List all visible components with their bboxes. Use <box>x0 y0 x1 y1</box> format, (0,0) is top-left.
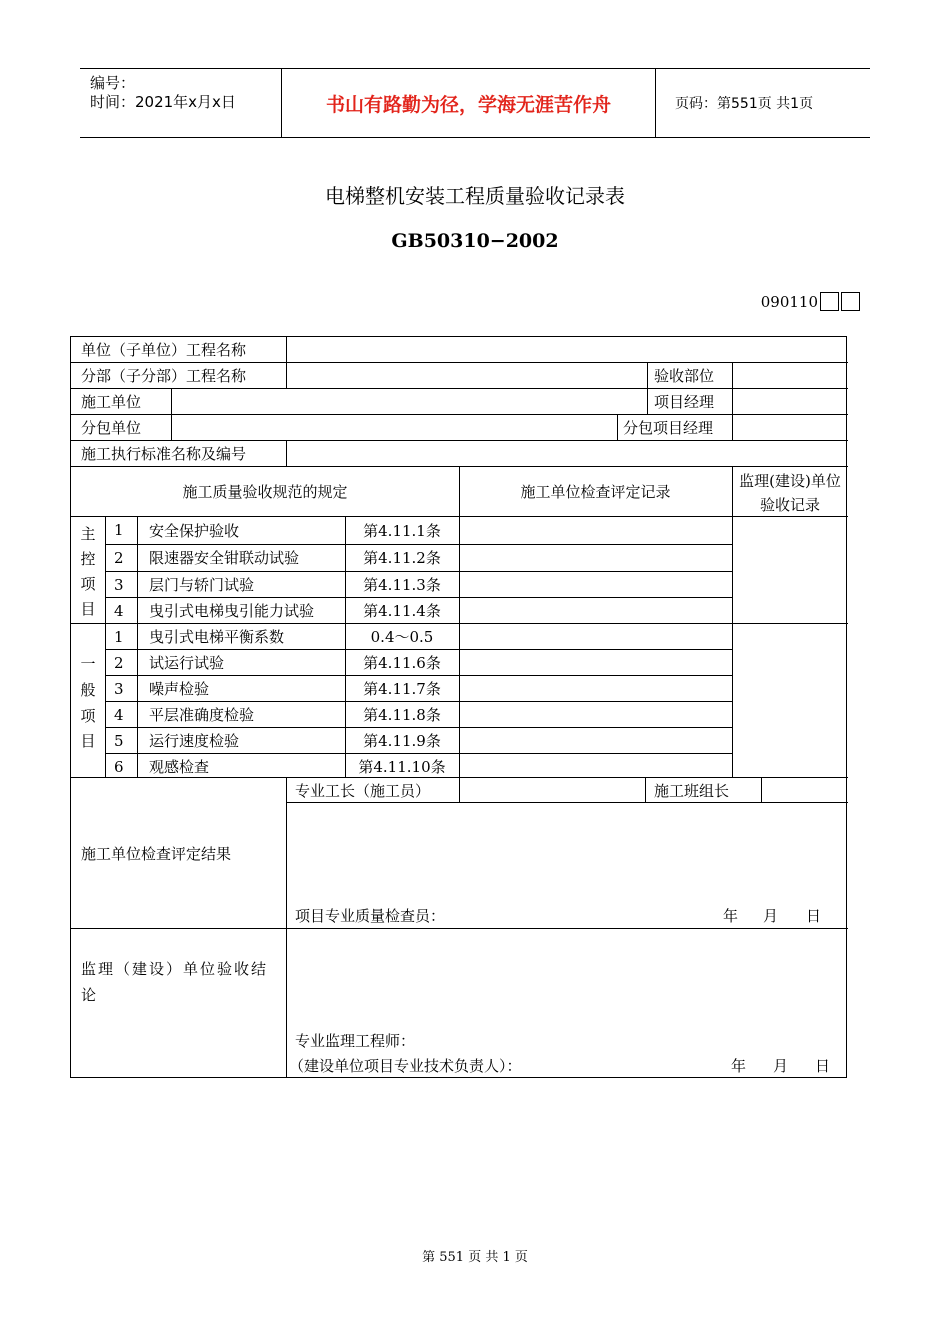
row-divider <box>105 753 732 754</box>
col-divider <box>171 388 172 414</box>
foreman-label: 专业工长（施工员） <box>295 782 431 800</box>
row-divider <box>105 597 732 598</box>
item-number: 2 <box>114 549 124 567</box>
col-divider <box>645 777 646 802</box>
item-name: 限速器安全钳联动试验 <box>149 549 300 567</box>
main-group-char: 控 <box>80 550 96 568</box>
general-group-char: 般 <box>80 681 96 699</box>
col-divider <box>286 337 287 362</box>
number-label: 编号： <box>90 74 136 92</box>
col-divider <box>286 362 287 388</box>
col-divider <box>137 516 138 777</box>
row-divider <box>105 649 732 650</box>
item-clause: 第4.11.1条 <box>363 522 441 540</box>
col-divider <box>647 362 648 388</box>
supervision-conclusion-label: 监理（建设）单位验收结论 <box>81 960 269 1004</box>
item-clause: 第4.11.2条 <box>363 549 441 567</box>
division-name-label: 分部（子分部）工程名称 <box>81 367 247 385</box>
item-name: 观感检查 <box>149 758 210 776</box>
col-divider <box>617 414 618 440</box>
form-number <box>761 292 860 311</box>
item-clause: 第4.11.3条 <box>363 576 441 594</box>
team-leader-label: 施工班组长 <box>654 782 730 800</box>
row-divider <box>105 544 732 545</box>
owner-tech-label: （建设单位项目专业技术负责人）： <box>289 1057 522 1075</box>
row-divider <box>71 440 848 441</box>
standard-label: 施工执行标准名称及编号 <box>81 445 247 463</box>
item-number: 6 <box>114 758 124 776</box>
header-meta <box>80 69 280 137</box>
col-check-header: 施工单位检查评定记录 <box>520 483 671 501</box>
col-spec-header: 施工质量验收规范的规定 <box>182 483 348 501</box>
item-clause: 第4.11.10条 <box>358 758 446 776</box>
general-group-char: 目 <box>80 732 96 750</box>
col-divider <box>732 388 733 414</box>
row-divider <box>105 701 732 702</box>
col-divider <box>761 777 762 802</box>
item-clause: 第4.11.4条 <box>363 602 441 620</box>
item-number: 1 <box>114 521 124 539</box>
row-divider <box>105 727 732 728</box>
item-number: 3 <box>114 680 124 698</box>
item-clause: 第4.11.9条 <box>363 732 441 750</box>
item-number: 4 <box>114 706 124 724</box>
item-number: 3 <box>114 576 124 594</box>
item-name: 曳引式电梯平衡系数 <box>149 628 285 646</box>
item-number: 2 <box>114 654 124 672</box>
document-title: 电梯整机安装工程质量验收记录表 <box>325 184 625 208</box>
row-divider <box>71 928 848 929</box>
project-manager-label: 项目经理 <box>654 393 715 411</box>
general-group-char: 一 <box>80 655 96 673</box>
date-year: 年 <box>731 1057 747 1075</box>
page-info <box>665 69 870 137</box>
supervisor-label: 专业监理工程师： <box>295 1032 416 1050</box>
page-footer: 第 551 页 共 1 页 <box>422 1250 528 1265</box>
col-divider <box>732 362 733 388</box>
item-clause: 0.4～0.5 <box>370 628 434 646</box>
subcontract-manager-label: 分包项目经理 <box>623 419 714 437</box>
check-result-label: 施工单位检查评定结果 <box>81 845 232 863</box>
form-number-text: 090110 <box>760 292 818 311</box>
construction-unit-label: 施工单位 <box>81 393 142 411</box>
item-name: 层门与轿门试验 <box>149 576 255 594</box>
col-divider <box>459 777 460 802</box>
page-info-text: 页码：第551页 共1页 <box>675 96 814 112</box>
item-name: 噪声检验 <box>149 680 210 698</box>
row-divider <box>286 802 848 803</box>
date-month: 月 <box>763 907 779 925</box>
form-number-box[interactable] <box>820 292 839 311</box>
acceptance-table <box>70 336 847 1078</box>
col-divider <box>286 440 287 466</box>
unit-name-label: 单位（子单位）工程名称 <box>81 341 247 359</box>
col-divider <box>286 777 287 1078</box>
acceptance-part-label: 验收部位 <box>654 367 715 385</box>
form-number-box[interactable] <box>841 292 860 311</box>
item-name: 运行速度检验 <box>149 732 240 750</box>
item-name: 平层准确度检验 <box>149 706 255 724</box>
date-year: 年 <box>723 907 739 925</box>
main-group-char: 目 <box>80 600 96 618</box>
general-group-char: 项 <box>80 707 96 725</box>
item-clause: 第4.11.7条 <box>363 680 441 698</box>
motto: 书山有路勤为径，学海无涯苦作舟 <box>281 69 656 137</box>
page-header <box>80 68 870 138</box>
col-divider <box>105 516 106 777</box>
subcontractor-label: 分包单位 <box>81 419 142 437</box>
main-group-char: 主 <box>80 525 96 543</box>
quality-inspector-label: 项目专业质量检查员： <box>295 907 446 925</box>
item-clause: 第4.11.8条 <box>363 706 441 724</box>
row-divider <box>105 571 732 572</box>
col-divider <box>732 466 733 777</box>
standard-code: GB50310−2002 <box>391 230 559 252</box>
col-divider <box>732 414 733 440</box>
item-name: 曳引式电梯曳引能力试验 <box>149 602 315 620</box>
col-supervision-header: 监理(建设)单位验收记录 <box>739 472 841 514</box>
main-group-char: 项 <box>80 575 96 593</box>
row-divider <box>105 675 732 676</box>
item-number: 1 <box>114 628 124 646</box>
date-month: 月 <box>773 1057 789 1075</box>
time-label: 时间：2021年x月x日 <box>90 93 236 111</box>
col-divider <box>459 516 460 777</box>
item-name: 试运行试验 <box>149 654 225 672</box>
col-divider <box>647 388 648 414</box>
col-divider <box>171 414 172 440</box>
item-name: 安全保护验收 <box>149 522 240 540</box>
item-number: 4 <box>114 602 124 620</box>
item-number: 5 <box>114 732 124 750</box>
date-day: 日 <box>806 907 822 925</box>
date-day: 日 <box>815 1057 831 1075</box>
item-clause: 第4.11.6条 <box>363 654 441 672</box>
